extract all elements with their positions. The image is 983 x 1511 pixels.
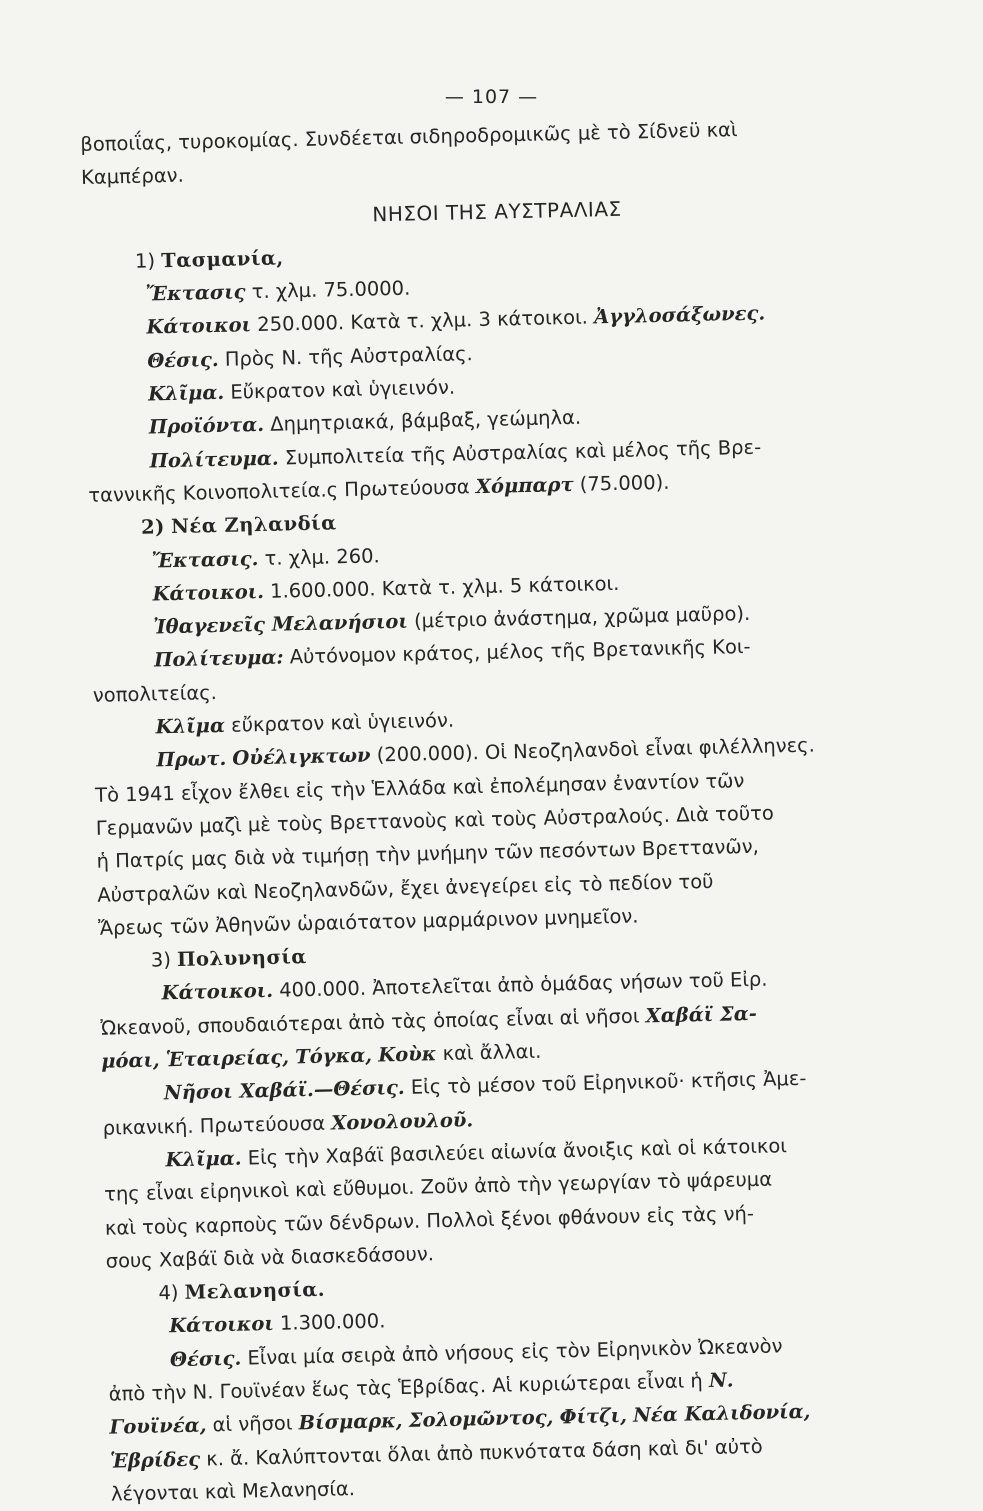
subsection-title-melanesia: 4) Μελανησία. bbox=[158, 1277, 326, 1305]
subsection-title-new-zealand: 2) Νέα Ζηλανδία bbox=[140, 511, 337, 539]
entry-population: Κάτοικοι 250.000. Κατὰ τ. χλμ. 3 κάτοικοι. Ἀγγλοσάξωνες. bbox=[146, 301, 766, 340]
entry-government: Πολίτευμα: Αὐτόνομον κράτος, μέλος τῆς Βρετανικῆς Κοι- bbox=[153, 635, 751, 672]
entry-climate: Κλῖμα εὔκρατον καὶ ὑγιεινόν. bbox=[155, 708, 455, 739]
entry-products: Προϊόντα. Δημητριακά, βάμβαξ, γεώμηλα. bbox=[148, 406, 582, 439]
page-number: — 107 — bbox=[444, 86, 539, 108]
subsection-name: Τασμανία, bbox=[160, 246, 284, 273]
entry-natives: Ἰθαγενεῖς Μελανήσιοι (μέτριο ἀνάστημα, χρῶμα μαῦρο). bbox=[153, 602, 751, 639]
section-heading: ΝΗΣΟΙ ΤΗΣ ΑΥΣΤΡΑΛΙΑΣ bbox=[372, 196, 622, 226]
subsection-title-polynesia: 3) Πολυνησία bbox=[150, 945, 307, 972]
text-line: της εἶναι εἰρηνικοὶ καὶ εὔθυμοι. Ζοῦν ἀπὸ τὴν γεωργίαν τὸ ψάρευμα bbox=[103, 1167, 773, 1206]
entry-climate: Κλῖμα. Εἰς τὴν Χαβάϊ βασιλεύει αἰωνία ἄνοιξις καὶ οἱ κάτοικοι bbox=[165, 1134, 788, 1172]
entry-capital: Πρωτ. Οὐέλιγκτων (200.000). Οἱ Νεοζηλανδοὶ εἶναι φιλέλληνες. bbox=[156, 733, 816, 772]
entry-hawaii: Νῆσοι Χαβάϊ.—Θέσις. Εἰς τὸ μέσον τοῦ Εἰρηνικοῦ· κτῆσις Ἀμε- bbox=[163, 1067, 807, 1105]
entry-position: Θέσις. Πρὸς Ν. τῆς Αὐστραλίας. bbox=[147, 341, 473, 373]
text-line: Τὸ 1941 εἶχον ἔλθει εἰς τὴν Ἑλλάδα καὶ ἐπολέμησαν ἐναντίον τῶν bbox=[94, 768, 745, 807]
page-text bbox=[80, 110, 901, 1511]
text-line: βοποιΐας, τυροκομίας. Συνδέεται σιδηροδρομικῶς μὲ τὸ Σίδνεϋ καὶ bbox=[80, 118, 738, 156]
text-line: Γουϊνέα, αἱ νῆσοι Βίσμαρκ, Σολομῶντος, Φίτζι, Νέα Καλιδονία, bbox=[109, 1400, 811, 1439]
entry-government: Πολίτευμα. Συμπολιτεία τῆς Αὐστραλίας καὶ μέλος τῆς Βρε- bbox=[149, 435, 762, 473]
text-line: καὶ τοὺς καρποὺς τῶν δένδρων. Πολλοὶ ξένοι φθάνουν εἰς τὰς νή- bbox=[104, 1201, 755, 1240]
entry-population: Κάτοικοι 1.300.000. bbox=[168, 1309, 386, 1338]
text-line: Γερμανῶν μαζὶ μὲ τοὺς Βρεττανοὺς καὶ τοὺς Αὐστραλούς. Διὰ τοῦτο bbox=[95, 801, 775, 840]
text-line: μόαι, Ἑταιρείας, Τόγκα, Κοὺκ καὶ ἄλλαι. bbox=[100, 1039, 542, 1073]
text-line: λέγονται καὶ Μελανησία. bbox=[110, 1476, 356, 1506]
subsection-title-tasmania: 1) Τασμανία, bbox=[134, 246, 284, 273]
text-line: ρικανική. Πρωτεύουσα Χονολουλοῦ. bbox=[102, 1107, 474, 1140]
text-line: Καμπέραν. bbox=[80, 163, 185, 190]
entry-climate: Κλῖμα. Εὔκρατον καὶ ὑγιεινόν. bbox=[147, 375, 456, 406]
text-line: Ὠκεανοῦ, σπουδαιότεραι ἀπὸ τὰς ὁποίας εἶναι αἱ νῆσοι Χαβάϊ Σα- bbox=[100, 1001, 758, 1040]
text-line: σους Χαβάϊ διὰ νὰ διασκεδάσουν. bbox=[105, 1242, 435, 1273]
subsection-name: Πολυνησία bbox=[176, 945, 307, 972]
entry-area: Ἔκτασις. τ. χλμ. 260. bbox=[151, 543, 380, 573]
text-line: Ἑβρίδες κ. ἄ. Καλύπτονται ὅλαι ἀπὸ πυκνότατα δάση καὶ δι' αὐτὸ bbox=[109, 1434, 763, 1473]
text-line: Αὐστραλῶν καὶ Νεοζηλανδῶν, ἔχει ἀνεγείρει εἰς τὸ πεδίον τοῦ bbox=[97, 869, 714, 907]
text-line: νοπολιτείας. bbox=[92, 680, 218, 707]
text-line: Ἄρεως τῶν Ἀθηνῶν ὡραιότατον μαρμάρινον μνημεῖον. bbox=[97, 904, 639, 940]
entry-position: Θέσις. Εἶναι μία σειρὰ ἀπὸ νήσους εἰς τὸν Εἰρηνικὸν Ὠκεανὸν bbox=[169, 1334, 783, 1371]
text-line: ἡ Πατρίς μας διὰ νὰ τιμήσῃ τὴν μνήμην τῶν πεσόντων Βρεττανῶν, bbox=[96, 835, 760, 874]
entry-area: Ἔκτασις τ. χλμ. 75.0000. bbox=[145, 276, 411, 306]
text-line: ἀπὸ τὴν Ν. Γουϊνέαν ἕως τὰς Ἑβρίδας. Αἱ κυριώτεραι εἶναι ἡ Ν. bbox=[108, 1368, 734, 1406]
subsection-name: Μελανησία. bbox=[184, 1277, 326, 1305]
text-line: ταννικῆς Κοινοπολιτεία.ς Πρωτεύουσα Χόμπαρτ (75.000). bbox=[88, 470, 670, 507]
entry-population: Κάτοικοι. 1.600.000. Κατὰ τ. χλμ. 5 κάτοικοι. bbox=[152, 571, 620, 606]
entry-population: Κάτοικοι. 400.000. Ἀποτελεῖται ἀπὸ ὁμάδας νήσων τοῦ Εἰρ. bbox=[161, 968, 768, 1005]
subsection-name: Νέα Ζηλανδία bbox=[170, 511, 337, 539]
